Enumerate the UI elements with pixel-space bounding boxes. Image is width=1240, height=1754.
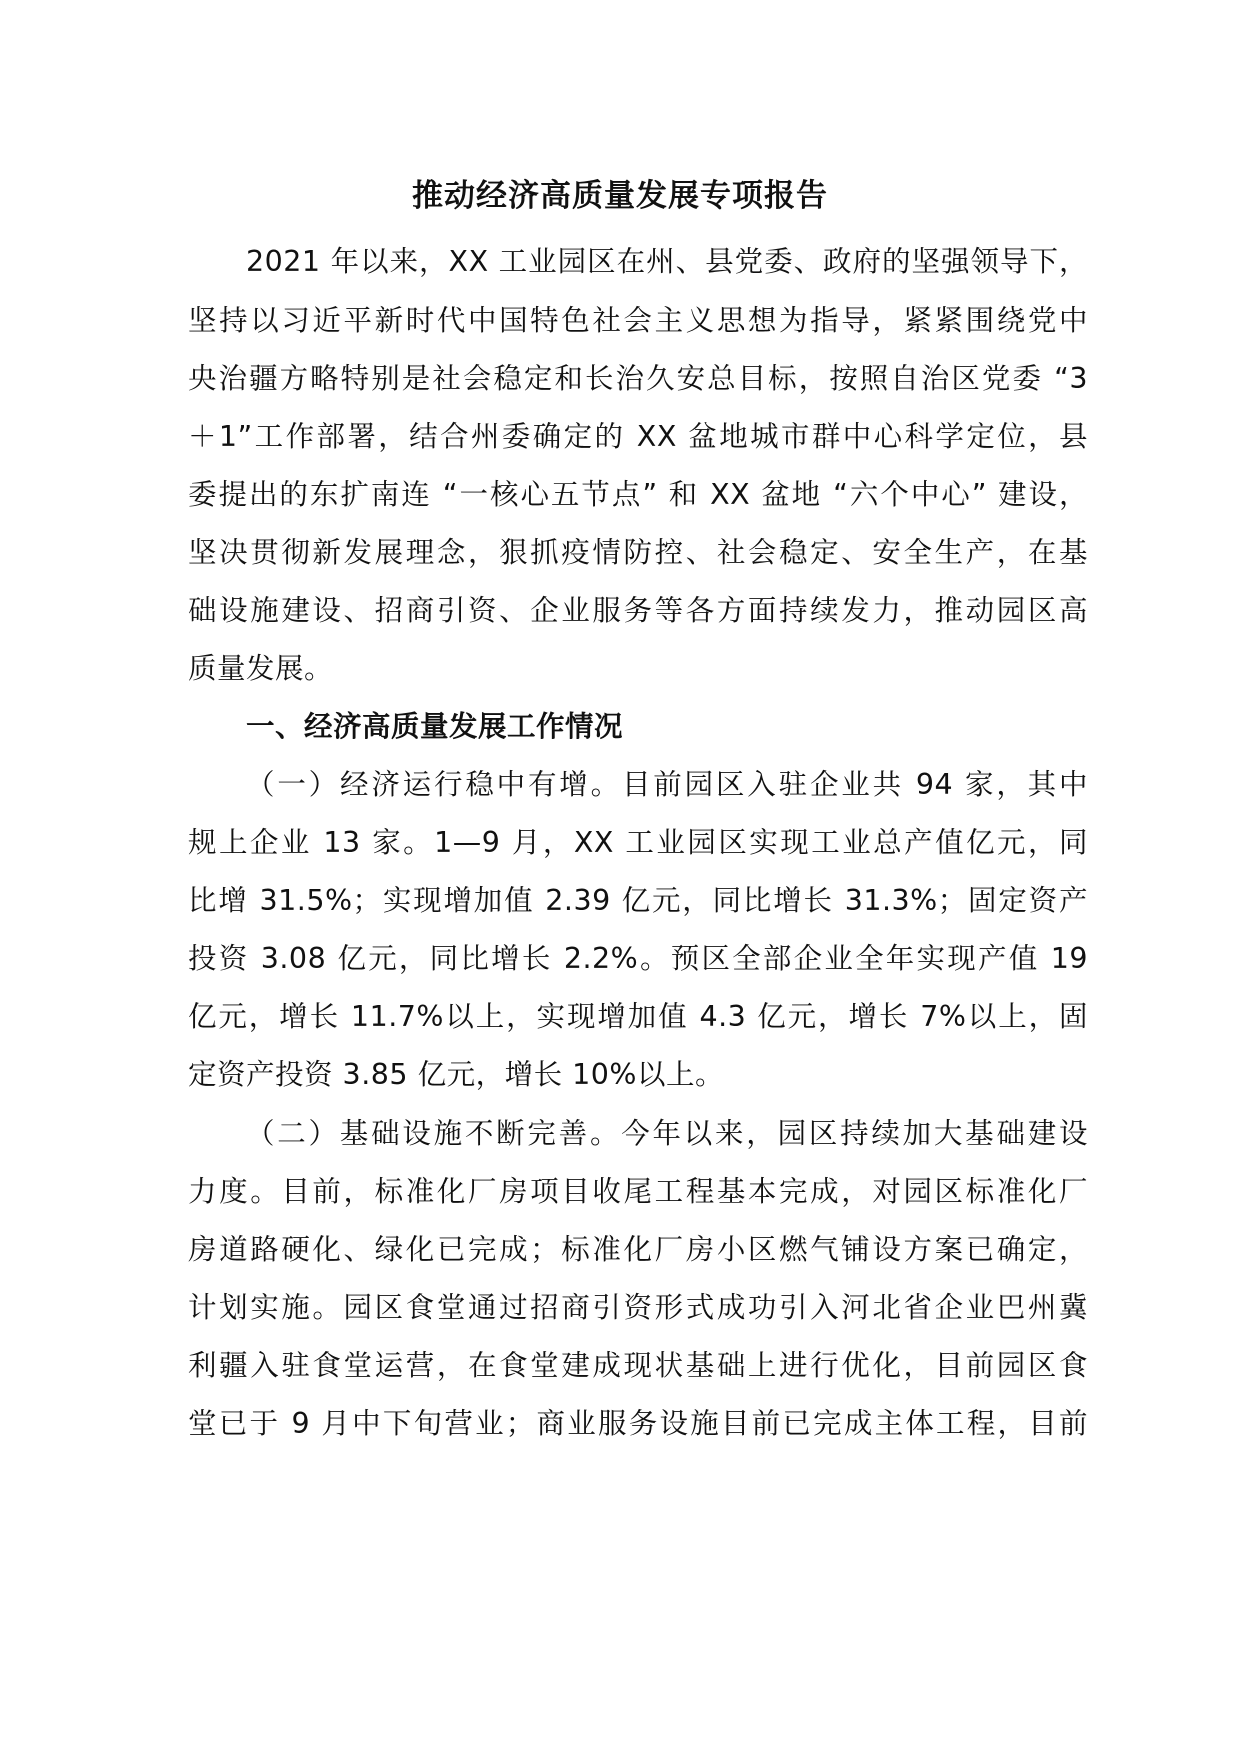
document-title: 推动经济高质量发展专项报告	[412, 178, 828, 214]
intro-line: 础设施建设、招商引资、企业服务等各方面持续发力，推动园区高	[188, 594, 1088, 627]
intro-line: ＋1”工作部署，结合州委确定的 XX 盆地城市群中心科学定位，县	[188, 420, 1088, 453]
paragraph-line: 力度。目前，标准化厂房项目收尾工程基本完成，对园区标准化厂	[188, 1175, 1088, 1208]
intro-line: 2021 年以来，XX 工业园区在州、县党委、政府的坚强领导下，	[246, 245, 1088, 278]
paragraph-line: （一）经济运行稳中有增。目前园区入驻企业共 94 家，其中	[246, 768, 1088, 801]
paragraph-line: 比增 31.5%；实现增加值 2.39 亿元，同比增长 31.3%；固定资产	[188, 884, 1088, 917]
paragraph-line: 房道路硬化、绿化已完成；标准化厂房小区燃气铺设方案已确定，	[188, 1233, 1088, 1266]
paragraph-line: 规上企业 13 家。1—9 月，XX 工业园区实现工业总产值亿元，同	[188, 826, 1088, 859]
paragraph-line: 投资 3.08 亿元，同比增长 2.2%。预区全部企业全年实现产值 19	[188, 942, 1088, 975]
paragraph-line: 亿元，增长 11.7%以上，实现增加值 4.3 亿元，增长 7%以上，固	[188, 1000, 1088, 1033]
paragraph-line: 定资产投资 3.85 亿元，增长 10%以上。	[188, 1058, 724, 1091]
intro-line: 央治疆方略特别是社会稳定和长治久安总目标，按照自治区党委 “3	[188, 362, 1088, 395]
intro-line: 坚决贯彻新发展理念，狠抓疫情防控、社会稳定、安全生产，在基	[188, 536, 1088, 569]
intro-line: 质量发展。	[188, 652, 334, 685]
intro-line: 委提出的东扩南连 “一核心五节点” 和 XX 盆地 “六个中心” 建设，	[188, 478, 1088, 511]
paragraph-line: 堂已于 9 月中下旬营业；商业服务设施目前已完成主体工程，目前	[188, 1407, 1088, 1440]
intro-line: 坚持以习近平新时代中国特色社会主义思想为指导，紧紧围绕党中	[188, 304, 1088, 337]
paragraph-line: 计划实施。园区食堂通过招商引资形式成功引入河北省企业巴州冀	[188, 1291, 1088, 1324]
paragraph-line: （二）基础设施不断完善。今年以来，园区持续加大基础建设	[246, 1117, 1088, 1150]
paragraph-line: 利疆入驻食堂运营，在食堂建成现状基础上进行优化，目前园区食	[188, 1349, 1088, 1382]
section-heading: 一、经济高质量发展工作情况	[246, 710, 624, 743]
